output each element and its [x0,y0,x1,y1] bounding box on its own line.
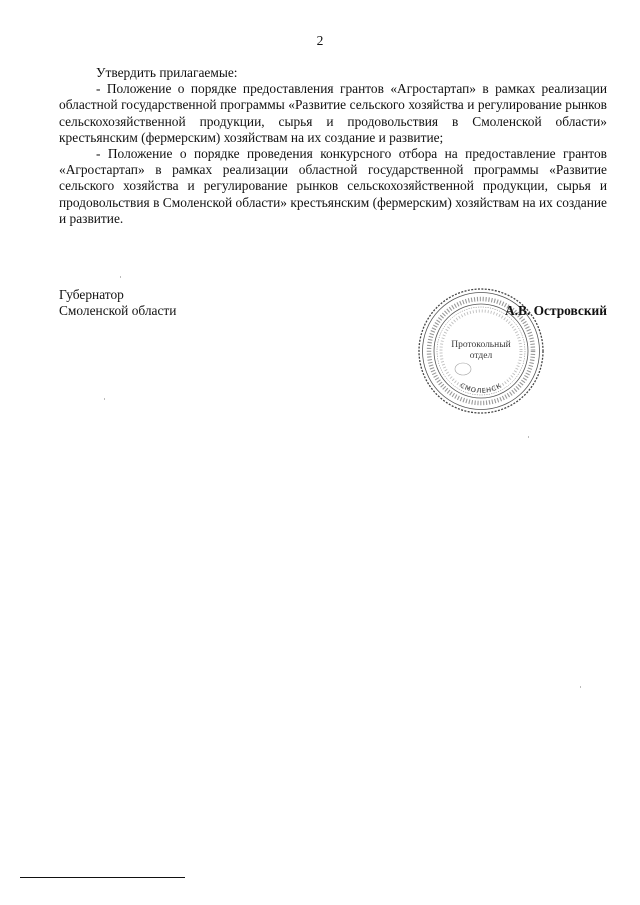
seal-center-text [441,340,521,362]
scan-speck [580,686,581,688]
scan-speck [528,436,529,438]
svg-text:СМОЛЕНСК [459,381,504,394]
signature-position [59,287,176,319]
paragraph-item-1: - Положение о порядке предоставления грантов «Агростартап» в рамках реализации областной государственной программы «Развитие сельского хозяйства и регулирование рынков сельскохозяйственной продукции, сырья и продовольствия в Смоленской области» крестьянским (фермерским) хозяйствам на их создание и развитие; [59,81,607,145]
paragraph-intro: Утвердить прилагаемые: [96,65,238,80]
scan-speck [104,398,105,400]
seal-bottom-text: СМОЛЕНСК [458,381,504,395]
seal-center-line-2: отдел [469,351,493,361]
page-number: 2 [316,33,324,48]
paragraph-item-2: - Положение о порядке проведения конкурсного отбора на предоставление грантов «Агростартап» в рамках реализации областной государственной программы «Развитие сельского хозяйства и регулирование рынков сельскохозяйственной продукции, сырья и продовольствия в Смоленской области» крестьянским (фермерским) хозяйствам на их создание и развитие. [59,146,607,226]
signature-position-line-1: Губернатор [59,287,124,302]
signature-position-line-2: Смоленской области [59,303,177,319]
signature-name: А.В. Островский [504,303,607,318]
document-body [59,65,607,227]
footer-rule [20,877,185,878]
seal-center-line-1: Протокольный [451,340,511,350]
scan-speck [120,276,121,278]
